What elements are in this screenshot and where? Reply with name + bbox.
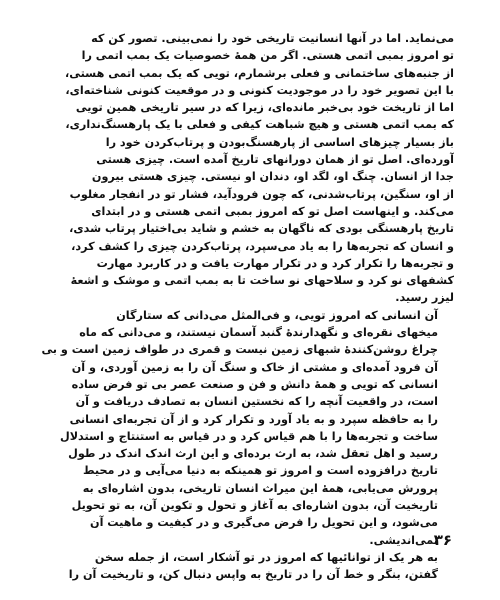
paragraph [40, 30, 454, 307]
text-line: گفتن، بنگر و خط آن را در تاریخ به واپس دنبال کن، و تاریخیت آن را [68, 568, 438, 582]
text-line: انسانی که تویی و همهٔ دانش و فن و صنعت عصر بی تو فرض ساده [71, 377, 438, 391]
text-line: که بمب اتمی هستی و هیچ شباهت کیفی و فعلی با یک پارهسنگ‌نداری، [65, 118, 454, 132]
text-line: به هر یک از توانائیها که امروز در تو آشکار است، از جمله سخن [94, 550, 438, 564]
text-line: می‌شود، و این تحویل را فرض می‌گیری و در کیفیت و ماهیت آن [90, 516, 438, 530]
text-line: لیزر رسید. [395, 291, 454, 305]
text-line: نمی‌اندیشی. [369, 533, 438, 547]
text-line: چراغ روشن‌کنندهٔ شبهای زمین نیست و قمری در طواف زمین است و بی [41, 343, 438, 357]
text-line: و تجربه‌ها را تکرار کرد و در تکرار مهارت یافت و در کاربرد مهارت [96, 256, 454, 270]
text-line: تاریخیت آن، بدون اشاره‌ای به آغاز و تحول و تکوین آن، به تو تحویل [71, 499, 438, 513]
text-line: آن فرود آمده‌ای و مشتی از خاک و سنگ آن را به زمین آوردی، و آن [71, 360, 438, 374]
text-line: کشفهای نو کرد و سلاحهای نو ساخت تا به بمب اتمی و موشک و اشعهٔ [70, 274, 454, 288]
text-line: تاریخ پارهسنگی بودی که ناگهان به خشم و شاید بی‌اختیار پرتاب شدی، [69, 222, 454, 236]
paragraph [40, 549, 454, 584]
text-line: جدا از انسان. چنگ او، لگد او، دندان او نیستی. چیزی هستی بیرون [91, 170, 454, 184]
text-line: تو امروز بمبی اتمی هستی. اگر من همهٔ خصوصیات یک بمب اتمی را [81, 49, 454, 63]
text-line: اما از تاریخت خود بی‌خبر مانده‌ای، زیرا که در سیر تاریخی همین تویی [75, 101, 454, 115]
text-line: با این تصویر خود را در موجودیت کنونی و در موقعیت کنونی شناخته‌ای، [65, 83, 454, 97]
text-line: از او، سنگین، پرتاب‌شدنی، که چون فرودآید، فشار تو در انفجار مغلوب [69, 187, 454, 201]
text-line: و انسان که تجربه‌ها را به یاد می‌سپرد، پرتاب‌کردن چیزی را کشف کرد، [71, 239, 454, 253]
text-line: باز بسیار چیزهای اساسی از پارهسنگ‌بودن و پرتاب‌کردن خود را [105, 135, 454, 149]
text-line: است، در واقعیت آنچه را که نخستین انسان به تصادف دریافت و آن [75, 395, 438, 409]
text-line: از جنبه‌های ساختمانی و فعلی برشمارم، تویی که یک بمب اتمی هستی، [65, 66, 454, 80]
text-line: آورده‌ای. اصل تو از همان دورانهای تاریخ آمده است. چیزی هستی [96, 153, 454, 167]
text-line: ساخت و تجربه‌ها را با هم قیاس کرد و در قیاس به استنتاج و استدلال [59, 429, 438, 443]
body-text [40, 30, 454, 584]
text-line: رسید و اهل تعقل شد، به ارث برده‌ای و این ارث اندک اندک در طول [68, 447, 438, 461]
text-line: آن انسانی که امروز تویی، و فی‌المثل می‌دانی که ستارگان [116, 308, 438, 322]
text-line: تاریخ درافزوده است و امروز تو همینکه به دنیا می‌آیی و در محیط [82, 464, 438, 478]
page-number: ۳۶ [433, 531, 452, 549]
text-line: می‌کند. و اینهاست اصل تو که امروز بمبی اتمی هستی و در ابتدای [91, 204, 454, 218]
text-line: می‌نماید. اما در آنها انسانیت تاریخی خود را نمی‌بینی. تصور کن که [91, 32, 454, 45]
paragraph [40, 307, 454, 549]
text-line: پرورش می‌یابی، همهٔ این میراث انسان تاریخی، بدون اشاره‌ای به [82, 481, 438, 495]
text-line: را به حافظه سپرد و به یاد آورد و تکرار کرد و از آن تجربه‌ای انسانی [69, 412, 438, 426]
text-line: میخهای نقره‌ای و نگهدارندهٔ گنبد آسمان نیستند، و می‌دانی که ماه [79, 326, 438, 340]
